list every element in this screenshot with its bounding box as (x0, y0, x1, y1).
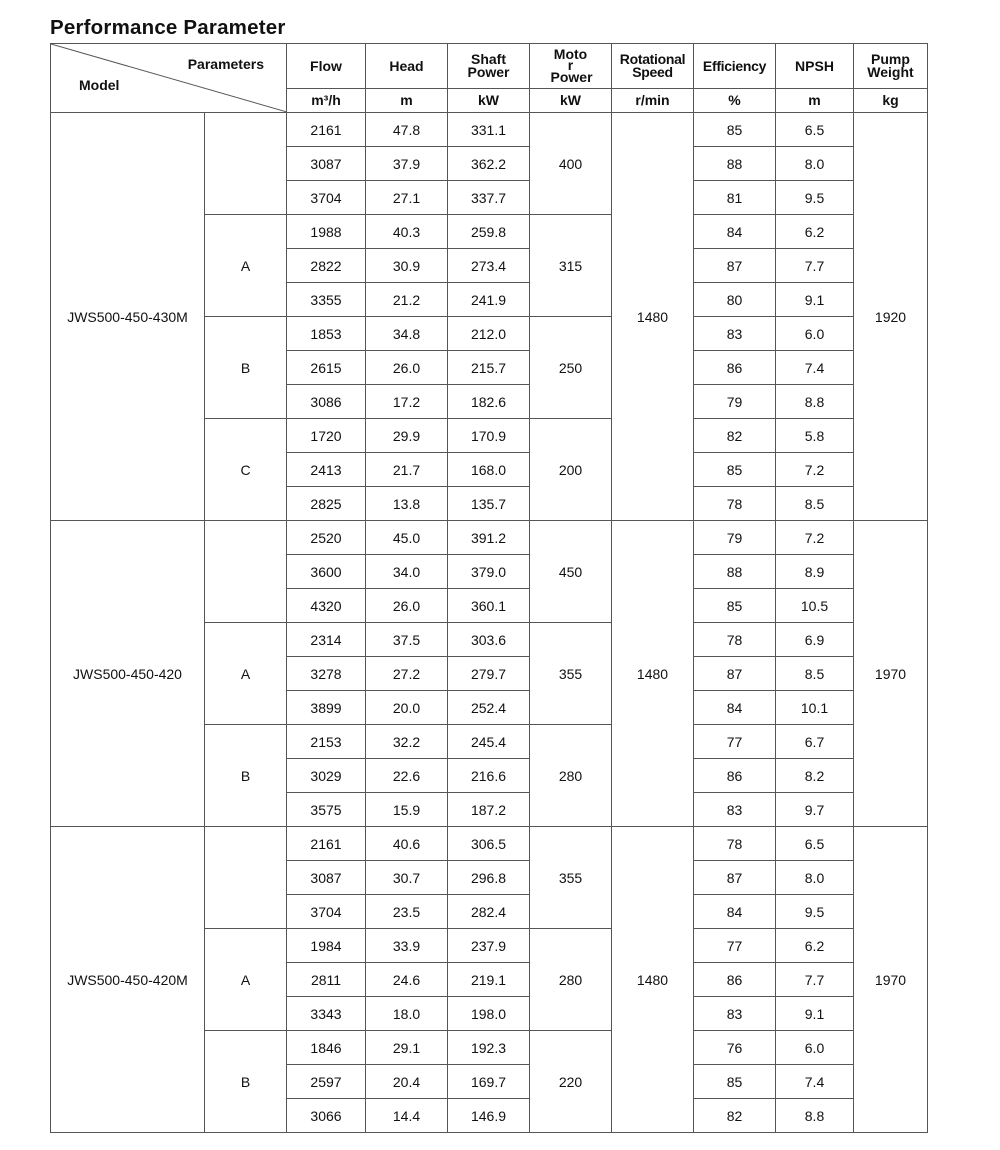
head-cell: 20.4 (366, 1065, 448, 1099)
variant-label-cell: C (205, 419, 287, 521)
flow-cell: 1853 (287, 317, 366, 351)
motor-power-cell: 280 (530, 725, 612, 827)
rotational-speed-cell: 1480 (612, 827, 694, 1133)
npsh-cell: 8.0 (776, 861, 854, 895)
variant-label-cell (205, 827, 287, 929)
shaft-power-cell: 331.1 (448, 113, 530, 147)
shaft-power-cell: 182.6 (448, 385, 530, 419)
flow-cell: 3343 (287, 997, 366, 1031)
header-row-names (51, 44, 928, 89)
shaft-power-cell: 135.7 (448, 487, 530, 521)
head-cell: 37.5 (366, 623, 448, 657)
efficiency-cell: 77 (694, 929, 776, 963)
npsh-cell: 7.2 (776, 521, 854, 555)
npsh-cell: 8.8 (776, 385, 854, 419)
head-cell: 26.0 (366, 589, 448, 623)
variant-label-cell: B (205, 725, 287, 827)
col-header-head: Head (366, 44, 448, 89)
parameters-label: Parameters (187, 56, 264, 72)
motor-power-cell: 280 (530, 929, 612, 1031)
npsh-cell: 8.9 (776, 555, 854, 589)
flow-cell: 2597 (287, 1065, 366, 1099)
shaft-power-cell: 187.2 (448, 793, 530, 827)
flow-cell: 3704 (287, 181, 366, 215)
flow-cell: 2520 (287, 521, 366, 555)
page-title: Performance Parameter (50, 16, 286, 39)
npsh-cell: 6.5 (776, 113, 854, 147)
shaft-power-cell: 252.4 (448, 691, 530, 725)
efficiency-cell: 84 (694, 895, 776, 929)
efficiency-cell: 87 (694, 861, 776, 895)
col-header-flow: Flow (287, 44, 366, 89)
flow-cell: 3575 (287, 793, 366, 827)
efficiency-cell: 81 (694, 181, 776, 215)
table-body (51, 113, 928, 1133)
flow-cell: 2615 (287, 351, 366, 385)
shaft-power-cell: 379.0 (448, 555, 530, 589)
shaft-power-cell: 337.7 (448, 181, 530, 215)
col-header-motor-power: Moto r Power (530, 44, 612, 89)
head-cell: 40.6 (366, 827, 448, 861)
npsh-cell: 10.1 (776, 691, 854, 725)
header-diagonal-cell (51, 44, 287, 113)
head-cell: 32.2 (366, 725, 448, 759)
shaft-power-cell: 391.2 (448, 521, 530, 555)
flow-cell: 2314 (287, 623, 366, 657)
flow-cell: 3029 (287, 759, 366, 793)
head-cell: 23.5 (366, 895, 448, 929)
efficiency-cell: 78 (694, 827, 776, 861)
shaft-power-cell: 192.3 (448, 1031, 530, 1065)
npsh-cell: 8.5 (776, 657, 854, 691)
npsh-cell: 7.4 (776, 351, 854, 385)
efficiency-cell: 86 (694, 759, 776, 793)
npsh-cell: 7.7 (776, 249, 854, 283)
head-cell: 40.3 (366, 215, 448, 249)
npsh-cell: 9.1 (776, 997, 854, 1031)
efficiency-cell: 83 (694, 793, 776, 827)
shaft-power-cell: 306.5 (448, 827, 530, 861)
efficiency-cell: 80 (694, 283, 776, 317)
shaft-power-cell: 241.9 (448, 283, 530, 317)
head-cell: 17.2 (366, 385, 448, 419)
head-cell: 30.9 (366, 249, 448, 283)
npsh-cell: 8.8 (776, 1099, 854, 1133)
efficiency-cell: 85 (694, 1065, 776, 1099)
npsh-cell: 9.5 (776, 181, 854, 215)
efficiency-cell: 84 (694, 691, 776, 725)
flow-cell: 1984 (287, 929, 366, 963)
shaft-power-cell: 170.9 (448, 419, 530, 453)
shaft-power-cell: 215.7 (448, 351, 530, 385)
unit-pump-weight: kg (854, 89, 928, 113)
efficiency-cell: 85 (694, 589, 776, 623)
unit-npsh: m (776, 89, 854, 113)
motor-power-cell: 355 (530, 623, 612, 725)
unit-rotational-speed: r/min (612, 89, 694, 113)
head-cell: 27.1 (366, 181, 448, 215)
efficiency-cell: 76 (694, 1031, 776, 1065)
shaft-power-cell: 362.2 (448, 147, 530, 181)
flow-cell: 2161 (287, 827, 366, 861)
efficiency-cell: 87 (694, 657, 776, 691)
shaft-power-cell: 279.7 (448, 657, 530, 691)
head-cell: 29.9 (366, 419, 448, 453)
shaft-power-cell: 282.4 (448, 895, 530, 929)
shaft-power-cell: 245.4 (448, 725, 530, 759)
table-row (51, 827, 928, 861)
flow-cell: 1720 (287, 419, 366, 453)
npsh-cell: 6.5 (776, 827, 854, 861)
model-label: Model (79, 77, 120, 93)
unit-flow: m³/h (287, 89, 366, 113)
col-header-pump-weight: Pump Weight (854, 44, 928, 89)
unit-shaft-power: kW (448, 89, 530, 113)
model-name-cell: JWS500-450-430M (51, 113, 205, 521)
npsh-cell: 7.4 (776, 1065, 854, 1099)
shaft-power-cell: 169.7 (448, 1065, 530, 1099)
head-cell: 37.9 (366, 147, 448, 181)
col-header-efficiency: Efficiency (694, 44, 776, 89)
rotational-speed-cell: 1480 (612, 521, 694, 827)
flow-cell: 1846 (287, 1031, 366, 1065)
shaft-power-cell: 219.1 (448, 963, 530, 997)
head-cell: 33.9 (366, 929, 448, 963)
efficiency-cell: 86 (694, 963, 776, 997)
flow-cell: 2825 (287, 487, 366, 521)
variant-label-cell: A (205, 623, 287, 725)
npsh-cell: 6.2 (776, 215, 854, 249)
npsh-cell: 6.0 (776, 317, 854, 351)
head-cell: 45.0 (366, 521, 448, 555)
flow-cell: 3704 (287, 895, 366, 929)
variant-label-cell: B (205, 317, 287, 419)
flow-cell: 2413 (287, 453, 366, 487)
variant-label-cell (205, 113, 287, 215)
efficiency-cell: 88 (694, 555, 776, 589)
motor-power-cell: 315 (530, 215, 612, 317)
npsh-cell: 9.7 (776, 793, 854, 827)
shaft-power-cell: 296.8 (448, 861, 530, 895)
head-cell: 22.6 (366, 759, 448, 793)
flow-cell: 3278 (287, 657, 366, 691)
efficiency-cell: 85 (694, 113, 776, 147)
pump-weight-cell: 1920 (854, 113, 928, 521)
npsh-cell: 7.7 (776, 963, 854, 997)
variant-label-cell: A (205, 929, 287, 1031)
npsh-cell: 8.0 (776, 147, 854, 181)
motor-power-cell: 400 (530, 113, 612, 215)
npsh-cell: 7.2 (776, 453, 854, 487)
motor-power-cell: 220 (530, 1031, 612, 1133)
head-cell: 30.7 (366, 861, 448, 895)
unit-head: m (366, 89, 448, 113)
efficiency-cell: 79 (694, 521, 776, 555)
head-cell: 29.1 (366, 1031, 448, 1065)
head-cell: 13.8 (366, 487, 448, 521)
table-row (51, 113, 928, 147)
flow-cell: 3087 (287, 147, 366, 181)
rotational-speed-cell: 1480 (612, 113, 694, 521)
efficiency-cell: 85 (694, 453, 776, 487)
model-name-cell: JWS500-450-420 (51, 521, 205, 827)
head-cell: 18.0 (366, 997, 448, 1031)
shaft-power-cell: 212.0 (448, 317, 530, 351)
variant-label-cell (205, 521, 287, 623)
performance-table (50, 43, 928, 1133)
efficiency-cell: 77 (694, 725, 776, 759)
flow-cell: 2161 (287, 113, 366, 147)
motor-power-cell: 450 (530, 521, 612, 623)
head-cell: 34.8 (366, 317, 448, 351)
npsh-cell: 10.5 (776, 589, 854, 623)
head-cell: 34.0 (366, 555, 448, 589)
flow-cell: 3600 (287, 555, 366, 589)
shaft-power-cell: 237.9 (448, 929, 530, 963)
shaft-power-cell: 273.4 (448, 249, 530, 283)
flow-cell: 1988 (287, 215, 366, 249)
efficiency-cell: 86 (694, 351, 776, 385)
npsh-cell: 8.2 (776, 759, 854, 793)
efficiency-cell: 82 (694, 419, 776, 453)
efficiency-cell: 82 (694, 1099, 776, 1133)
npsh-cell: 6.2 (776, 929, 854, 963)
flow-cell: 3087 (287, 861, 366, 895)
motor-power-cell: 200 (530, 419, 612, 521)
head-cell: 14.4 (366, 1099, 448, 1133)
efficiency-cell: 87 (694, 249, 776, 283)
head-cell: 21.2 (366, 283, 448, 317)
flow-cell: 4320 (287, 589, 366, 623)
motor-power-cell: 355 (530, 827, 612, 929)
variant-label-cell: A (205, 215, 287, 317)
npsh-cell: 6.9 (776, 623, 854, 657)
efficiency-cell: 83 (694, 317, 776, 351)
shaft-power-cell: 146.9 (448, 1099, 530, 1133)
shaft-power-cell: 168.0 (448, 453, 530, 487)
unit-motor-power: kW (530, 89, 612, 113)
col-header-npsh: NPSH (776, 44, 854, 89)
npsh-cell: 5.8 (776, 419, 854, 453)
pump-weight-cell: 1970 (854, 521, 928, 827)
flow-cell: 2822 (287, 249, 366, 283)
flow-cell: 2153 (287, 725, 366, 759)
head-cell: 47.8 (366, 113, 448, 147)
col-header-shaft-power: Shaft Power (448, 44, 530, 89)
head-cell: 15.9 (366, 793, 448, 827)
shaft-power-cell: 216.6 (448, 759, 530, 793)
table-row (51, 521, 928, 555)
efficiency-cell: 88 (694, 147, 776, 181)
npsh-cell: 9.5 (776, 895, 854, 929)
head-cell: 26.0 (366, 351, 448, 385)
efficiency-cell: 78 (694, 487, 776, 521)
efficiency-cell: 84 (694, 215, 776, 249)
npsh-cell: 6.0 (776, 1031, 854, 1065)
motor-power-cell: 250 (530, 317, 612, 419)
npsh-cell: 9.1 (776, 283, 854, 317)
flow-cell: 3066 (287, 1099, 366, 1133)
col-header-rotational-speed: Rotational Speed (612, 44, 694, 89)
pump-weight-cell: 1970 (854, 827, 928, 1133)
shaft-power-cell: 198.0 (448, 997, 530, 1031)
variant-label-cell: B (205, 1031, 287, 1133)
head-cell: 21.7 (366, 453, 448, 487)
unit-efficiency: % (694, 89, 776, 113)
flow-cell: 2811 (287, 963, 366, 997)
flow-cell: 3355 (287, 283, 366, 317)
efficiency-cell: 79 (694, 385, 776, 419)
shaft-power-cell: 259.8 (448, 215, 530, 249)
flow-cell: 3086 (287, 385, 366, 419)
model-name-cell: JWS500-450-420M (51, 827, 205, 1133)
flow-cell: 3899 (287, 691, 366, 725)
npsh-cell: 8.5 (776, 487, 854, 521)
shaft-power-cell: 303.6 (448, 623, 530, 657)
head-cell: 27.2 (366, 657, 448, 691)
efficiency-cell: 83 (694, 997, 776, 1031)
npsh-cell: 6.7 (776, 725, 854, 759)
shaft-power-cell: 360.1 (448, 589, 530, 623)
efficiency-cell: 78 (694, 623, 776, 657)
head-cell: 20.0 (366, 691, 448, 725)
head-cell: 24.6 (366, 963, 448, 997)
